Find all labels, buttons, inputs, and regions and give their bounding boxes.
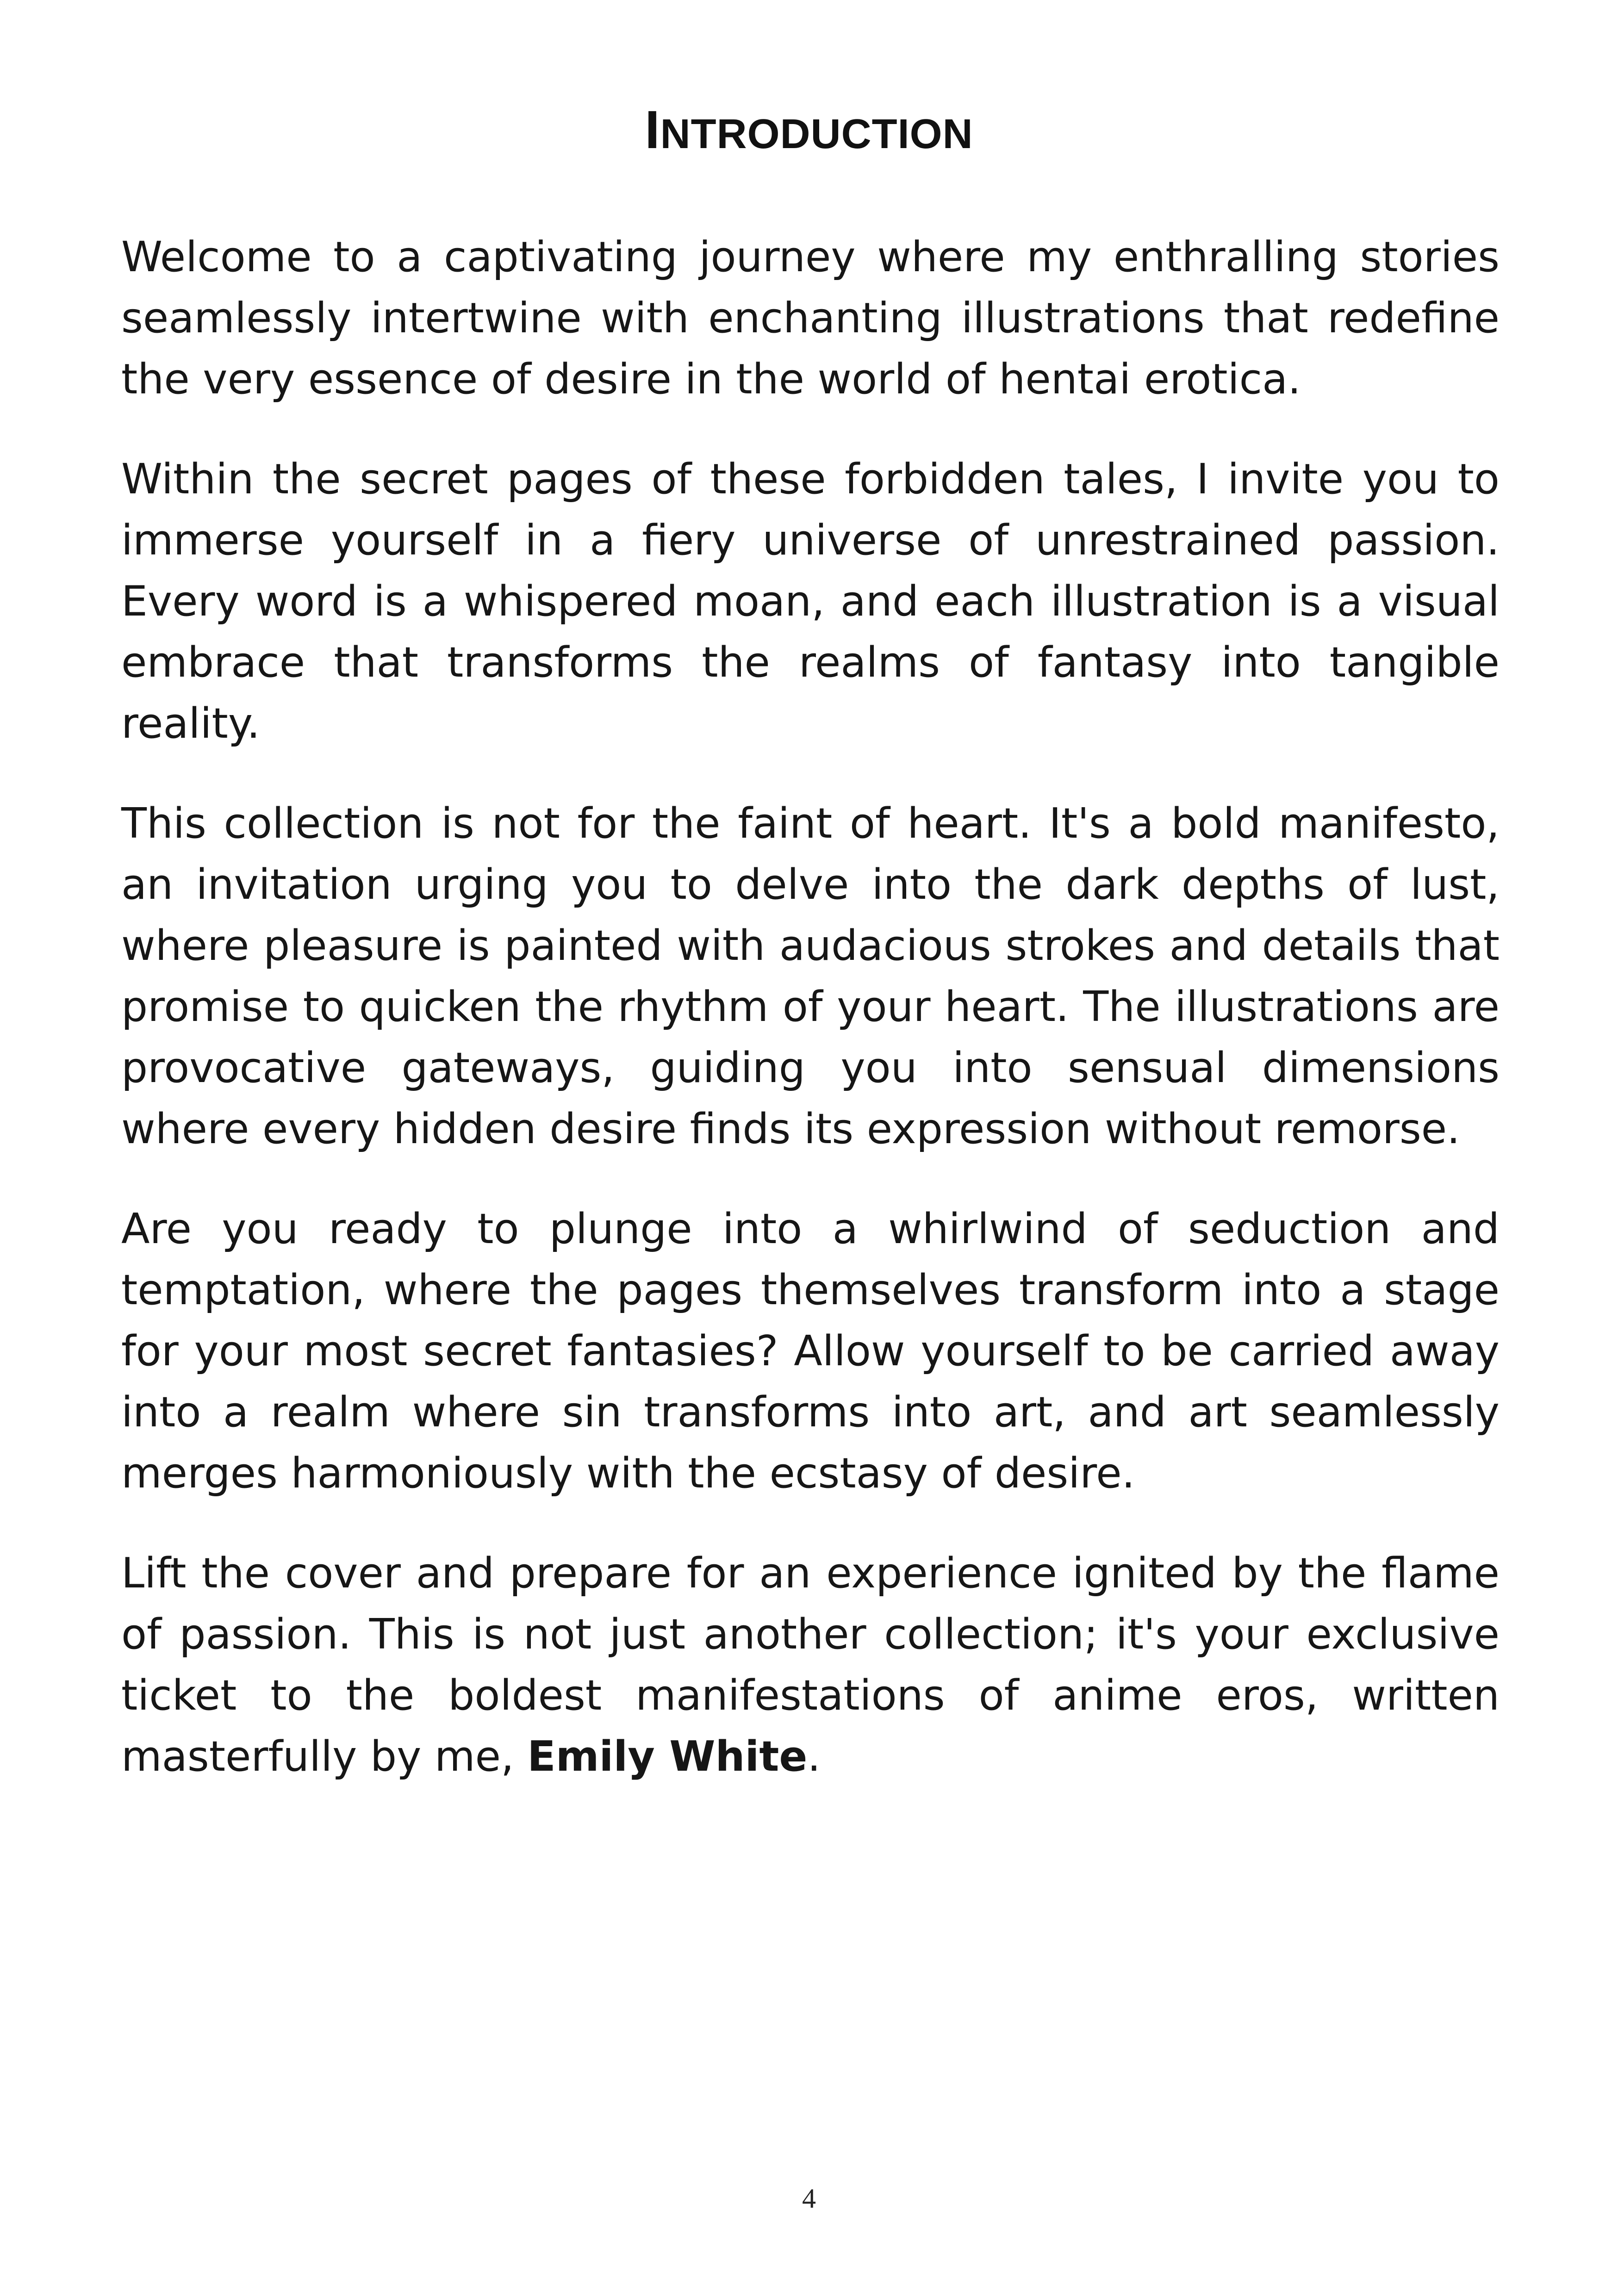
paragraph-3: This collection is not for the faint of heart. It's a bold manifesto, an invitation urging you to delve into the dark depths of lust, where pleasure is painted with audacious strokes and details that promise to quicken the rhythm of your heart. The illustrations are provocative gateways, guiding you into sensual dimensions where every hidden desire finds its expression without remorse. <box>121 799 1500 1153</box>
paragraph-5 <box>121 1543 1500 1787</box>
page-title-rest: NTRODUCTION <box>660 111 973 157</box>
paragraph-1: Welcome to a captivating journey where my enthralling stories seamlessly intertwine with enchanting illustrations that redefine the very essence of desire in the world of hentai erotica. <box>121 233 1500 404</box>
paragraph-2: Within the secret pages of these forbidden tales, I invite you to immerse yourself in a fiery universe of unrestrained passion. Every word is a whispered moan, and each illustration is a visual embrace that transforms the realms of fantasy into tangible reality. <box>121 455 1500 748</box>
page-title-initial: I <box>645 100 660 160</box>
page-title <box>0 97 1618 167</box>
paragraph-4: Are you ready to plunge into a whirlwind of seduction and temptation, where the pages themselves transform into a stage for your most secret fantasies? Allow yourself to be carried away into a realm where sin transforms into art, and art seamlessly merges harmoniously with the ecstasy of desire. <box>121 1205 1500 1498</box>
paragraph-5-text: Lift the cover and prepare for an experience ignited by the flame of passion. This is not just another collection; it's your exclusive ticket to the boldest manifestations of anime eros, written masterfully by me, <box>121 1549 1500 1781</box>
body-text <box>121 227 1500 1826</box>
page-number: 4 <box>802 2183 816 2214</box>
author-name: Emily White <box>527 1732 808 1781</box>
paragraph-5-end: . <box>807 1732 821 1781</box>
